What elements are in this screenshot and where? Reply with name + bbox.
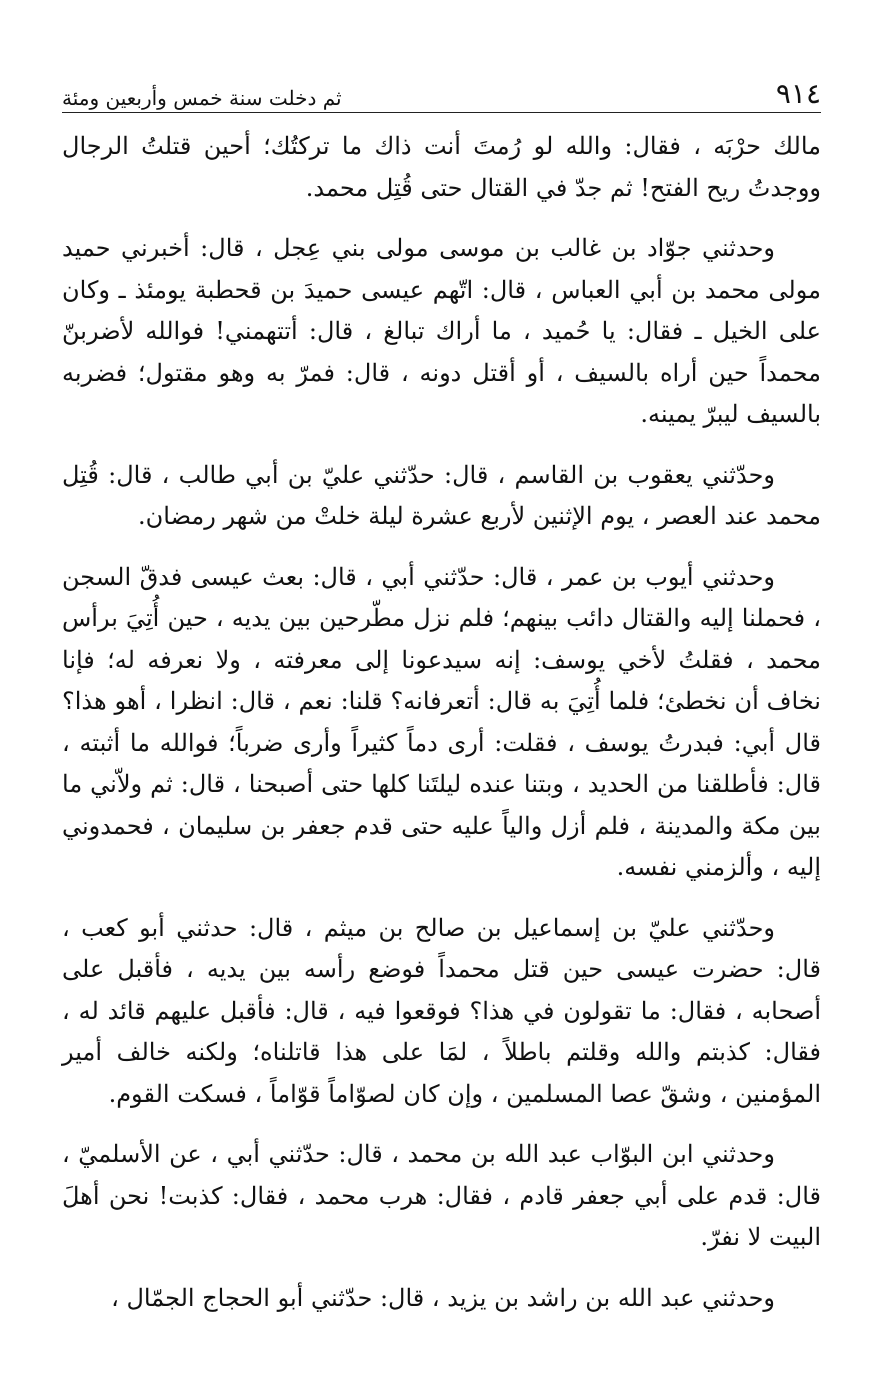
running-header (62, 64, 821, 113)
paragraph-jawwad-narration: وحدثني جوّاد بن غالب بن موسى مولى بني عِجل ، قال: أخبرني حميد مولى محمد بن أبي العباس ، قال: اتّهم عيسى حميدَ بن قحطبة يومئذ ـ وكان على الخيل ـ فقال: يا حُميد ، ما أراك تبالغ ، قال: أتتهمني! فوالله لأضربنّ محمداً حين أراه بالسيف ، أو أقتل دونه ، قال: فمرّ به وهو مقتول؛ فضربه بالسيف ليبرّ يمينه. (62, 234, 821, 428)
paragraph-ayyub-narration: وحدثني أيوب بن عمر ، قال: حدّثني أبي ، قال: بعث عيسى فدقّ السجن ، فحملنا إليه والقتال دائب بينهم؛ فلم نزل مطّرحين بين يديه ، حين أُتِيَ برأس محمد ، فقلتُ لأخي يوسف: إنه سيدعونا إلى معرفته ، ولا نعرفه له؛ فإنا نخاف أن نخطئ؛ فلما أُتِيَ به قال: أتعرفانه؟ قلنا: نعم ، قال: انظرا ، أهو هذا؟ قال أبي: فبدرتُ يوسف ، فقلت: أرى دماً كثيراً وأرى ضرباً؛ فوالله ما أثبته ، قال: فأطلقنا من الحديد ، وبتنا عنده ليلتَنا كلها حتى أصبحنا ، قال: ثم ولاّني ما بين مكة والمدينة ، فلم أزل والياً عليه حتى قدم جعفر بن سليمان ، فحمدوني إليه ، وألزمني نفسه. (62, 562, 821, 881)
paragraph-ibn-bawwab-narration: وحدثني ابن البوّاب عبد الله بن محمد ، قال: حدّثني أبي ، عن الأسلميّ ، قال: قدم على أبي جعفر قادم ، فقال: هرب محمد ، فقال: كذبت! نحن أهلَ البيت لا نفرّ. (62, 1140, 821, 1251)
running-title: ثم دخلت سنة خمس وأربعين ومئة (62, 86, 342, 110)
paragraph-ali-ismail-narration: وحدّثني عليّ بن إسماعيل بن صالح بن ميثم ، قال: حدثني أبو كعب ، قال: حضرت عيسى حين قتل محمداً فوضع رأسه بين يديه ، فأقبل على أصحابه ، فقال: ما تقولون في هذا؟ فوقعوا فيه ، قال: فأقبل عليهم قائد له ، فقال: كذبتم والله وقلتم باطلاً ، لمَا على هذا قاتلناه؛ ولكنه خالف أمير المؤمنين ، وشقّ عصا المسلمين ، وإن كان لصوّاماً قوّاماً ، فسكت القوم. (62, 913, 821, 1108)
paragraph-yaqub-narration: وحدّثني يعقوب بن القاسم ، قال: حدّثني عليّ بن أبي طالب ، قال: قُتِل محمد عند العصر ، يوم الإثنين لأربع عشرة ليلة خلتْ من شهر رمضان. (62, 460, 821, 530)
paragraph-abdallah-rashid-narration: وحدثني عبد الله بن راشد بن يزيد ، قال: حدّثني أبو الحجاج الجمّال ، (111, 1283, 775, 1312)
body-text (62, 126, 821, 1338)
paragraph-continuation: مالك حرْبَه ، فقال: والله لو رُمتَ أنت ذاك ما تركتُك؛ أحين قتلتُ الرجال ووجدتُ ريح الفتح! ثم جدّ في القتال حتى قُتِل محمد. (62, 132, 821, 202)
page-number: ٩١٤ (775, 77, 821, 110)
